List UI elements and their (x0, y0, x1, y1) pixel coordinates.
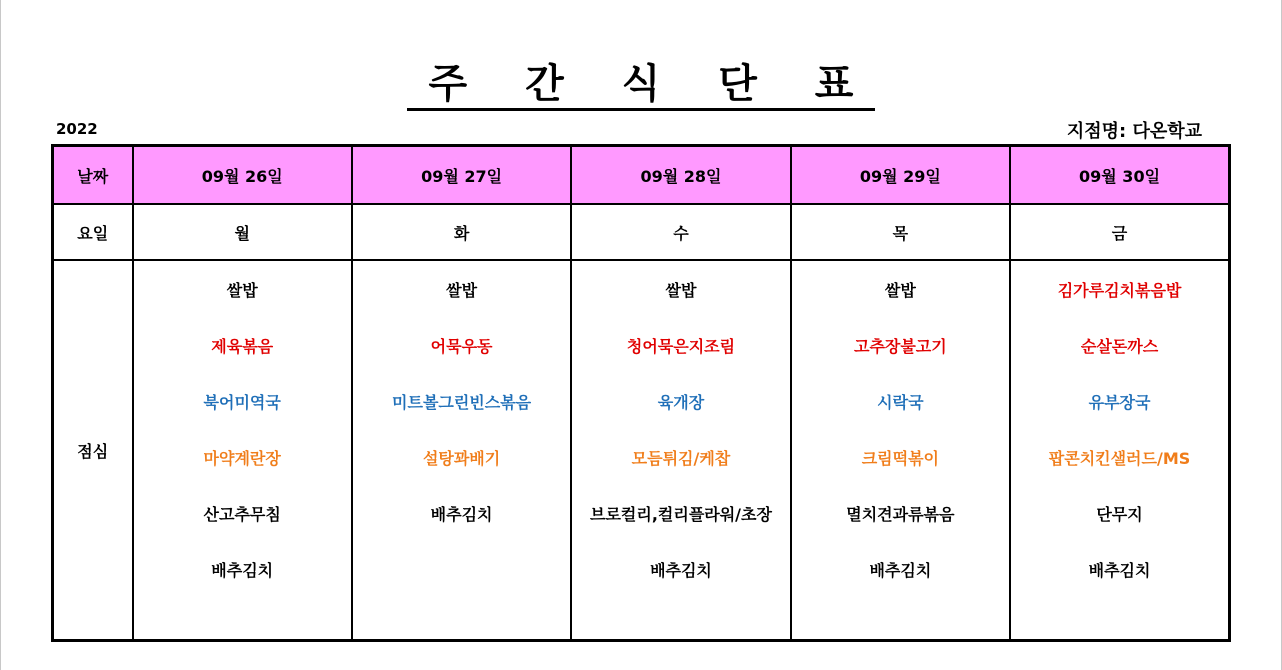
lunch-cell (571, 260, 790, 641)
menu-item: 유부장국 (1088, 393, 1151, 412)
lunch-header-label: 점심 (53, 260, 133, 641)
menu-item: 쌀밥 (446, 281, 478, 300)
weekday-cell: 수 (571, 204, 790, 260)
menu-item: 쌀밥 (226, 281, 258, 300)
weekly-menu-table (51, 144, 1231, 642)
menu-item: 배추김치 (1088, 561, 1151, 580)
lunch-row (53, 260, 1230, 641)
menu-item: 배추김치 (211, 561, 274, 580)
weekday-header-label: 요일 (53, 204, 133, 260)
menu-list (353, 261, 570, 559)
menu-item: 제육볶음 (211, 337, 274, 356)
menu-item: 배추김치 (650, 561, 712, 580)
menu-item: 육개장 (657, 393, 705, 412)
weekday-cell: 금 (1010, 204, 1229, 260)
menu-item: 청어묵은지조림 (626, 337, 736, 356)
menu-item: 김가루김치볶음밥 (1057, 281, 1182, 300)
year-label: 2022 (56, 120, 98, 138)
menu-item: 고추장불고기 (853, 337, 947, 356)
title-wrapper (0, 60, 1282, 111)
menu-item: 미트볼그린빈스볶음 (392, 393, 532, 412)
menu-item: 마약계란장 (203, 449, 281, 468)
date-cell: 09월 30일 (1010, 146, 1229, 205)
menu-item: 어묵우동 (430, 337, 493, 356)
page-title: 주 간 식 단 표 (407, 60, 876, 111)
menu-item: 모듬튀김/케찹 (631, 449, 731, 468)
lunch-cell (791, 260, 1010, 641)
menu-item: 쌀밥 (884, 281, 916, 300)
date-cell: 09월 29일 (791, 146, 1010, 205)
branch-name: 지점명: 다온학교 (1066, 121, 1202, 142)
date-header-label: 날짜 (53, 146, 133, 205)
menu-list (572, 261, 789, 615)
menu-item: 브로컬리,컬리플라워/초장 (590, 505, 772, 524)
menu-item: 멸치견과류볶음 (846, 505, 955, 524)
menu-item: 설탕꽈배기 (422, 449, 501, 468)
menu-item: 시락국 (877, 393, 924, 412)
menu-item: 크림떡볶이 (861, 449, 939, 468)
date-row (53, 146, 1230, 205)
menu-item: 순살돈까스 (1080, 337, 1159, 356)
weekday-row (53, 204, 1230, 260)
weekday-cell: 월 (133, 204, 352, 260)
lunch-cell (1010, 260, 1229, 641)
date-cell: 09월 27일 (352, 146, 571, 205)
menu-list (134, 261, 351, 615)
weekday-cell: 목 (791, 204, 1010, 260)
date-cell: 09월 28일 (571, 146, 790, 205)
menu-item: 쌀밥 (665, 281, 697, 300)
menu-item: 배추김치 (430, 505, 493, 524)
menu-item: 북어미역국 (203, 393, 281, 412)
menu-item: 팝콘치킨샐러드/MS (1048, 449, 1191, 468)
menu-item: 산고추무침 (203, 505, 281, 524)
lunch-cell (133, 260, 352, 641)
menu-list (1011, 261, 1228, 615)
menu-item: 배추김치 (869, 561, 932, 580)
menu-item: 단무지 (1096, 505, 1143, 524)
lunch-cell (352, 260, 571, 641)
weekday-cell: 화 (352, 204, 571, 260)
menu-list (792, 261, 1009, 615)
date-cell: 09월 26일 (133, 146, 352, 205)
